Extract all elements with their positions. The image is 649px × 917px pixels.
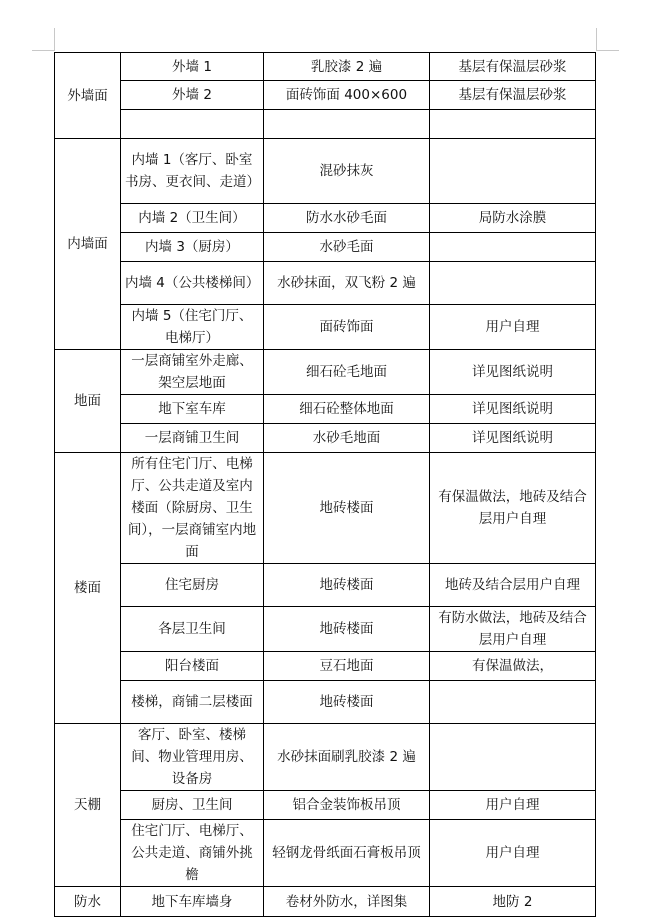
table-row xyxy=(55,53,596,81)
note-cell: 用户自理 xyxy=(430,305,596,350)
method-cell xyxy=(264,110,430,139)
table-row xyxy=(55,652,596,681)
table-row xyxy=(55,110,596,139)
note-cell: 基层有保温层砂浆 xyxy=(430,81,596,110)
method-cell: 水砂毛面 xyxy=(264,233,430,262)
item-cell: 各层卫生间 xyxy=(121,607,264,652)
table-row xyxy=(55,791,596,820)
table-row xyxy=(55,681,596,724)
method-cell: 豆石地面 xyxy=(264,652,430,681)
item-cell: 客厅、卧室、楼梯间、物业管理用房、设备房 xyxy=(121,724,264,791)
table-row xyxy=(55,395,596,424)
note-cell: 有保温做法， xyxy=(430,652,596,681)
note-cell xyxy=(430,681,596,724)
table-row xyxy=(55,204,596,233)
method-cell: 水砂抹面，双飞粉 2 遍 xyxy=(264,262,430,305)
table-row xyxy=(55,724,596,791)
item-cell: 阳台楼面 xyxy=(121,652,264,681)
item-cell: 一层商铺卫生间 xyxy=(121,424,264,453)
section-name-cell: 防水 xyxy=(55,887,121,917)
note-cell: 地防 2 xyxy=(430,887,596,917)
note-cell: 地砖及结合层用户自理 xyxy=(430,564,596,607)
section-name-cell: 外墙面 xyxy=(55,53,121,139)
item-cell: 住宅门厅、电梯厅、公共走道、商铺外挑檐 xyxy=(121,820,264,887)
section-name-cell: 内墙面 xyxy=(55,139,121,350)
item-cell: 内墙 2（卫生间） xyxy=(121,204,264,233)
section-name-cell: 地面 xyxy=(55,350,121,453)
note-cell: 基层有保温层砂浆 xyxy=(430,53,596,81)
method-cell: 面砖饰面 xyxy=(264,305,430,350)
item-cell xyxy=(121,110,264,139)
item-cell: 住宅厨房 xyxy=(121,564,264,607)
method-cell: 防水水砂毛面 xyxy=(264,204,430,233)
method-cell: 地砖楼面 xyxy=(264,564,430,607)
item-cell: 内墙 3（厨房） xyxy=(121,233,264,262)
table-row xyxy=(55,262,596,305)
table-row xyxy=(55,139,596,204)
item-cell: 所有住宅门厅、电梯厅、公共走道及室内楼面（除厨房、卫生间），一层商铺室内地面 xyxy=(121,453,264,564)
item-cell: 内墙 1（客厅、卧室书房、更衣间、走道） xyxy=(121,139,264,204)
item-cell: 外墙 2 xyxy=(121,81,264,110)
method-cell: 卷材外防水，详图集 xyxy=(264,887,430,917)
note-cell: 用户自理 xyxy=(430,791,596,820)
note-cell: 有保温做法，地砖及结合层用户自理 xyxy=(430,453,596,564)
method-cell: 轻钢龙骨纸面石膏板吊顶 xyxy=(264,820,430,887)
method-cell: 细石砼毛地面 xyxy=(264,350,430,395)
item-cell: 楼梯，商铺二层楼面 xyxy=(121,681,264,724)
note-cell: 详见图纸说明 xyxy=(430,350,596,395)
table-row xyxy=(55,453,596,564)
note-cell xyxy=(430,110,596,139)
item-cell: 内墙 4（公共楼梯间） xyxy=(121,262,264,305)
item-cell: 内墙 5（住宅门厅、电梯厅） xyxy=(121,305,264,350)
item-cell: 地下室车库 xyxy=(121,395,264,424)
method-cell: 面砖饰面 400×600 xyxy=(264,81,430,110)
note-cell: 详见图纸说明 xyxy=(430,395,596,424)
note-cell: 详见图纸说明 xyxy=(430,424,596,453)
table-row xyxy=(55,81,596,110)
method-cell: 混砂抹灰 xyxy=(264,139,430,204)
note-cell xyxy=(430,262,596,305)
item-cell: 外墙 1 xyxy=(121,53,264,81)
page-corner-mark-right xyxy=(596,28,619,51)
note-cell xyxy=(430,233,596,262)
table-row xyxy=(55,607,596,652)
method-cell: 乳胶漆 2 遍 xyxy=(264,53,430,81)
finishes-table xyxy=(54,52,596,917)
section-name-cell: 楼面 xyxy=(55,453,121,724)
table-row xyxy=(55,564,596,607)
table-row xyxy=(55,233,596,262)
note-cell xyxy=(430,724,596,791)
method-cell: 水砂抹面刷乳胶漆 2 遍 xyxy=(264,724,430,791)
table-row xyxy=(55,350,596,395)
note-cell: 有防水做法，地砖及结合层用户自理 xyxy=(430,607,596,652)
method-cell: 地砖楼面 xyxy=(264,607,430,652)
table-row xyxy=(55,820,596,887)
finishes-table-body xyxy=(55,53,596,917)
item-cell: 一层商铺室外走廊、架空层地面 xyxy=(121,350,264,395)
method-cell: 铝合金装饰板吊顶 xyxy=(264,791,430,820)
note-cell: 用户自理 xyxy=(430,820,596,887)
method-cell: 地砖楼面 xyxy=(264,453,430,564)
table-row xyxy=(55,305,596,350)
method-cell: 地砖楼面 xyxy=(264,681,430,724)
table-row xyxy=(55,424,596,453)
section-name-cell: 天棚 xyxy=(55,724,121,887)
page-corner-mark-left xyxy=(32,28,55,51)
method-cell: 水砂毛地面 xyxy=(264,424,430,453)
item-cell: 厨房、卫生间 xyxy=(121,791,264,820)
method-cell: 细石砼整体地面 xyxy=(264,395,430,424)
note-cell: 局防水涂膜 xyxy=(430,204,596,233)
table-row xyxy=(55,887,596,917)
note-cell xyxy=(430,139,596,204)
item-cell: 地下车库墙身 xyxy=(121,887,264,917)
